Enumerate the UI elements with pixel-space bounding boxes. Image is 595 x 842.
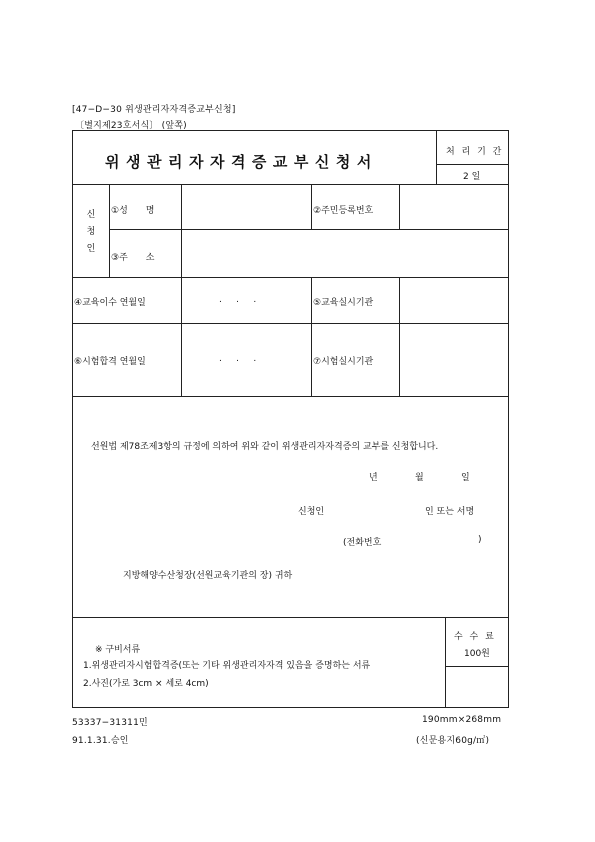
address-label: ③주 소 (111, 253, 155, 263)
exam-date-value: . . . (219, 354, 257, 364)
application-form (72, 130, 509, 708)
paper-spec: (신문용지60g/㎡) (416, 736, 490, 746)
day-label: 일 (461, 473, 470, 483)
exam-org-label: ⑦시험실시기관 (313, 357, 374, 367)
divider (445, 666, 509, 667)
divider (436, 164, 509, 165)
paper-size: 190mm×268mm (422, 715, 502, 725)
divider (73, 184, 509, 185)
approval-date: 91.1.31.승인 (72, 736, 129, 746)
education-date-label: ④교육이수 연월일 (74, 298, 146, 308)
month-label: 월 (415, 473, 424, 483)
seal-or-signature-label: 인 또는 서명 (425, 507, 475, 517)
exam-date-label: ⑥시험합격 연월일 (74, 357, 146, 367)
divider (181, 184, 182, 277)
processing-period-label: 처 리 기 간 (446, 147, 504, 157)
form-serial-code: 53337−31311민 (72, 718, 148, 728)
applicant-char: 인 (86, 244, 96, 254)
divider (109, 229, 509, 230)
fee-label: 수 수 료 (454, 632, 496, 642)
divider (73, 277, 509, 278)
divider (73, 617, 509, 618)
applicant-char: 신 (86, 210, 96, 220)
divider (109, 184, 110, 277)
fee-value: 100원 (464, 649, 490, 659)
attachment-label: 〔별지제23호서식〕 (앞쪽) (75, 121, 187, 131)
divider (311, 277, 312, 396)
required-doc-item: 2.사진(가로 3cm × 세로 4cm) (83, 679, 209, 689)
form-title: 위생관리자자격증교부신청서 (105, 153, 378, 171)
divider (399, 277, 400, 396)
applicant-label (84, 207, 98, 258)
name-label: ①성 명 (111, 206, 155, 216)
required-doc-item: 1.위생관리자시험합격증(또는 기타 위생관리자자격 있음을 증명하는 서류 (83, 661, 371, 671)
application-statement: 선원법 제78조제3항의 규정에 의하여 위와 같이 위생관리자자격증의 교부를 신청합니다. (91, 442, 439, 452)
required-docs-title: ※ 구비서류 (95, 645, 141, 655)
education-date-value: . . . (219, 295, 257, 305)
phone-label: (전화번호 (343, 538, 382, 548)
id-number-label: ②주민등록번호 (313, 206, 374, 216)
divider (181, 277, 182, 396)
form-code: [47−D−30 위생관리자자격증교부신청] (72, 105, 236, 115)
recipient-label: 지방해양수산청장(선원교육기관의 장) 귀하 (123, 571, 293, 581)
phone-close: ) (478, 535, 482, 545)
divider (73, 323, 509, 324)
divider (436, 131, 437, 184)
applicant-char: 청 (86, 227, 96, 237)
divider (73, 396, 509, 397)
divider (399, 184, 400, 229)
year-label: 년 (369, 473, 378, 483)
education-org-label: ⑤교육실시기관 (313, 298, 374, 308)
divider (445, 617, 446, 708)
applicant-sign-label: 신청인 (298, 507, 325, 517)
processing-period-value: 2 일 (463, 172, 481, 182)
divider (311, 184, 312, 229)
